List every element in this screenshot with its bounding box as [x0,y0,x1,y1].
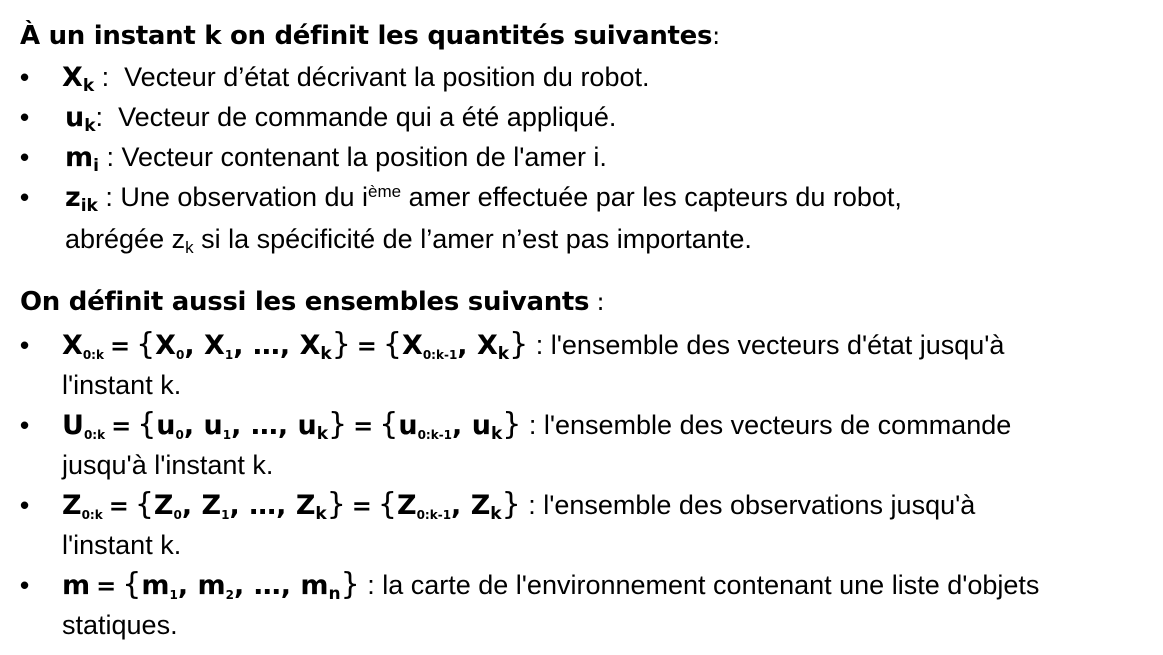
symbol-m-i: $m_i$ [65,142,99,176]
bullet: • [20,182,30,212]
list-item-observation-continuation: abrégée zk si la spécificité de l’amer n’est pas importante. [65,224,752,257]
bullet: • [20,330,30,360]
bullet: • [20,142,30,172]
item-description: Vecteur d’état décrivant la position du robot. [124,62,650,92]
list-item-observation-set-continuation: l'instant k. [62,530,182,560]
item-description: Vecteur de commande qui a été appliqué. [118,102,617,132]
symbol-z-ik: $z_{ik}$ [65,182,98,216]
bullet: • [20,62,30,92]
symbol-u-k: $u_k$ [65,102,96,136]
bullet: • [20,570,30,600]
list-item-command-set-continuation: jusqu'à l'instant k. [62,450,274,480]
list-item-state-set-continuation: l'instant k. [62,370,182,400]
list-item-map-continuation: statiques. [62,610,178,640]
item-description: Vecteur contenant la position de l'amer i. [121,142,607,172]
bullet: • [20,102,30,132]
bullet: • [20,490,30,520]
bullet: • [20,410,30,440]
section-heading-sets: On définit aussi les ensembles suivants : [20,287,605,317]
symbol-x-k: $X_k$ [62,62,95,96]
section-heading-quantities: À un instant k on définit les quantités suivantes: [20,21,720,51]
